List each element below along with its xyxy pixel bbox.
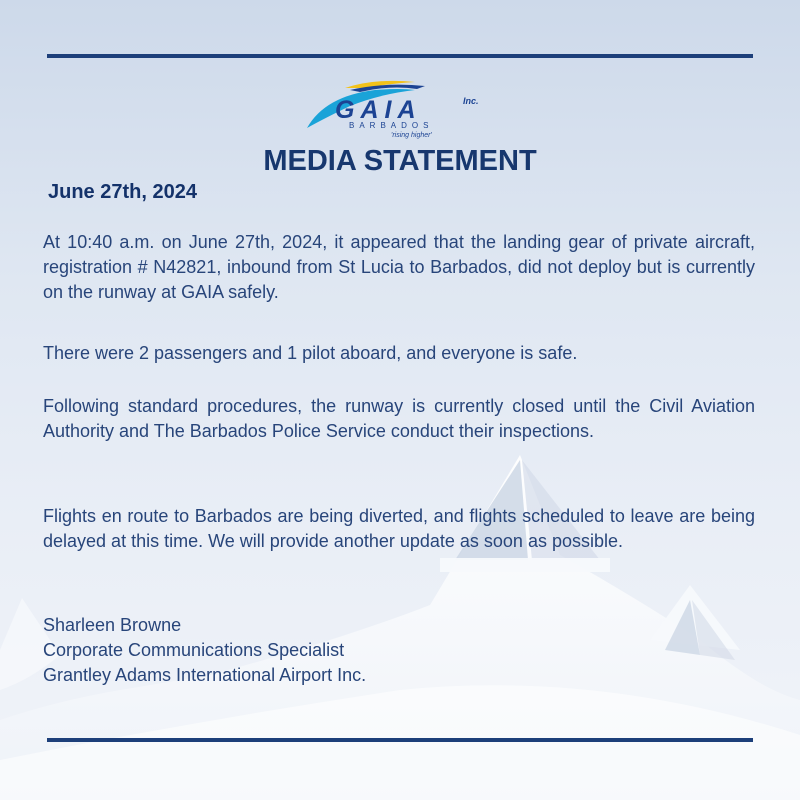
- page-title: MEDIA STATEMENT: [263, 145, 537, 177]
- gaia-logo: [305, 76, 500, 146]
- paragraph-passengers: There were 2 passengers and 1 pilot aboard, and everyone is safe.: [43, 343, 578, 363]
- signature-name: Sharleen Browne: [43, 615, 182, 635]
- paragraph-flights: Flights en route to Barbados are being diverted, and flights scheduled to leave are being delayed at this time. We will provide another update as soon as possible.: [43, 506, 755, 551]
- logo-wordmark: GAIA: [335, 96, 422, 124]
- top-divider: [47, 54, 753, 58]
- signature-role: Corporate Communications Specialist: [43, 640, 345, 660]
- paragraph-incident: At 10:40 a.m. on June 27th, 2024, it appeared that the landing gear of private aircraft, registration # N42821, inbound from St Lucia to Barbados, did not deploy but is currently on the runway at GAIA safely.: [43, 232, 755, 302]
- signature-block: [43, 613, 366, 688]
- paragraph-runway: Following standard procedures, the runway is currently closed until the Civil Aviation Authority and The Barbados Police Service conduct their inspections.: [43, 396, 755, 441]
- signature-organization: Grantley Adams International Airport Inc.: [43, 665, 367, 685]
- bottom-divider: [47, 738, 753, 742]
- statement-date: June 27th, 2024: [48, 181, 197, 203]
- logo-country: BARBADOS: [349, 121, 434, 130]
- logo-tagline: 'rising higher': [391, 132, 432, 139]
- logo-inc: Inc.: [463, 96, 479, 106]
